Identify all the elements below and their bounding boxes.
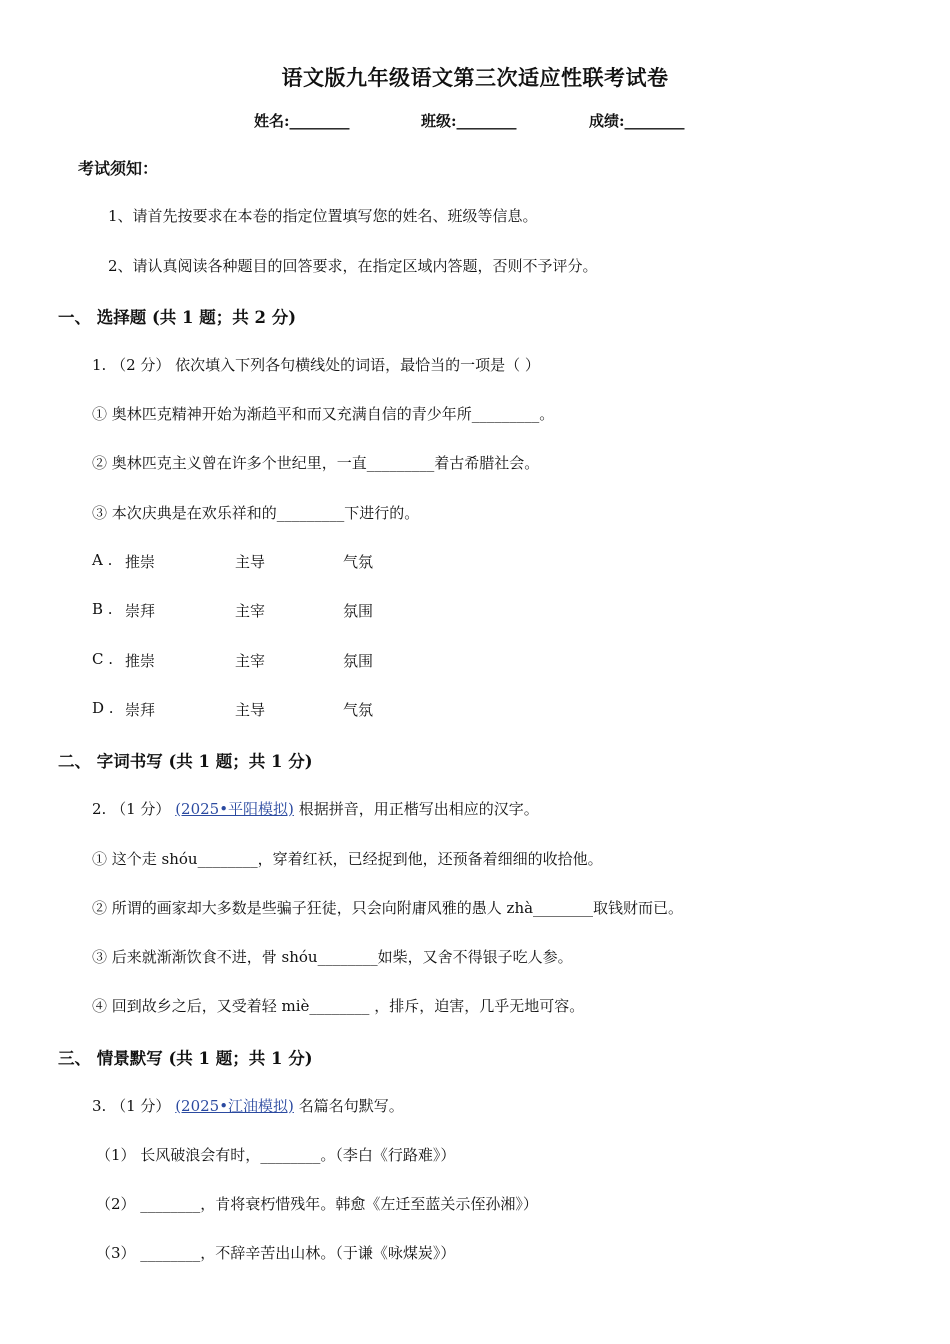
exam-title: 语文版九年级语文第三次适应性联考试卷 bbox=[281, 65, 669, 90]
notice-item-2: 2、请认真阅读各种题目的回答要求，在指定区域内答题，否则不予评分。 bbox=[108, 257, 598, 275]
q3-line-3: （3） ________，不辞辛苦出山林。（于谦《咏煤炭》） bbox=[96, 1244, 456, 1262]
option-label: B . bbox=[92, 600, 113, 618]
option-word-1: 崇拜 bbox=[125, 701, 156, 719]
q2-line-4: ④ 回到故乡之后，又受着轻 miè________ ，排斥，迫害，几乎无地可容。 bbox=[92, 997, 585, 1015]
q2-source-link[interactable]: (2025•平阳模拟) bbox=[175, 800, 294, 818]
q2-line-1: ① 这个走 shóu________，穿着红袄，已经捉到他，还预备着细细的收拾他。 bbox=[92, 850, 603, 868]
q3-stem: 名篇名句默写。 bbox=[298, 1097, 404, 1115]
option-word-3: 氛围 bbox=[343, 652, 374, 670]
q1-line-1: ① 奥林匹克精神开始为渐趋平和而又充满自信的青少年所_________。 bbox=[92, 405, 555, 423]
option-word-1: 推崇 bbox=[125, 553, 156, 571]
q3-line-1: （1） 长风破浪会有时，________。（李白《行路难》） bbox=[96, 1146, 456, 1164]
option-word-2: 主宰 bbox=[235, 602, 266, 620]
option-word-1: 推崇 bbox=[125, 652, 156, 670]
section-3-heading: 三、 情景默写 (共 1 题；共 1 分) bbox=[58, 1049, 313, 1068]
q2-number: 2. （1 分） bbox=[92, 800, 171, 818]
q3-number: 3. （1 分） bbox=[92, 1097, 171, 1115]
notice-heading: 考试须知： bbox=[78, 159, 159, 178]
q2-line-3: ③ 后来就渐渐饮食不进，骨 shóu________如柴，又舍不得银子吃人参。 bbox=[92, 948, 573, 966]
q1-option-b[interactable] bbox=[92, 600, 374, 620]
option-word-1: 崇拜 bbox=[125, 602, 156, 620]
class-field: 班级:________ bbox=[421, 112, 517, 130]
section-2-heading: 二、 字词书写 (共 1 题；共 1 分) bbox=[58, 752, 313, 771]
option-word-2: 主导 bbox=[235, 701, 266, 719]
option-word-2: 主导 bbox=[235, 553, 266, 571]
name-field: 姓名:________ bbox=[254, 112, 350, 130]
option-label: A . bbox=[92, 551, 113, 569]
option-word-3: 气氛 bbox=[343, 553, 374, 571]
option-word-3: 氛围 bbox=[343, 602, 374, 620]
q2-stem: 根据拼音，用正楷写出相应的汉字。 bbox=[298, 800, 539, 818]
option-label: C . bbox=[92, 650, 114, 668]
option-word-2: 主宰 bbox=[235, 652, 266, 670]
option-label: D . bbox=[92, 699, 114, 717]
q3-line-2: （2） ________，肯将衰朽惜残年。韩愈《左迁至蓝关示侄孙湘》） bbox=[96, 1195, 538, 1213]
q1-option-d[interactable] bbox=[92, 699, 374, 719]
section-1-heading: 一、 选择题 (共 1 题；共 2 分) bbox=[58, 308, 297, 327]
q1-line-2: ② 奥林匹克主义曾在许多个世纪里，一直_________着古希腊社会。 bbox=[92, 454, 540, 472]
q1-option-a[interactable] bbox=[92, 551, 374, 571]
score-field: 成绩:________ bbox=[589, 112, 685, 130]
q1-stem: 1. （2 分） 依次填入下列各句横线处的词语，最恰当的一项是（ ） bbox=[92, 356, 540, 374]
q1-line-3: ③ 本次庆典是在欢乐祥和的_________下进行的。 bbox=[92, 504, 420, 522]
q3-stem-row bbox=[92, 1095, 404, 1116]
notice-item-1: 1、请首先按要求在本卷的指定位置填写您的姓名、班级等信息。 bbox=[108, 207, 538, 225]
q2-line-2: ② 所谓的画家却大多数是些骗子狂徒，只会向附庸风雅的愚人 zhà________取钱财而已。 bbox=[92, 899, 684, 917]
q3-source-link[interactable]: (2025•江油模拟) bbox=[175, 1097, 294, 1115]
q2-stem-row bbox=[92, 798, 539, 819]
q1-option-c[interactable] bbox=[92, 650, 374, 670]
option-word-3: 气氛 bbox=[343, 701, 374, 719]
